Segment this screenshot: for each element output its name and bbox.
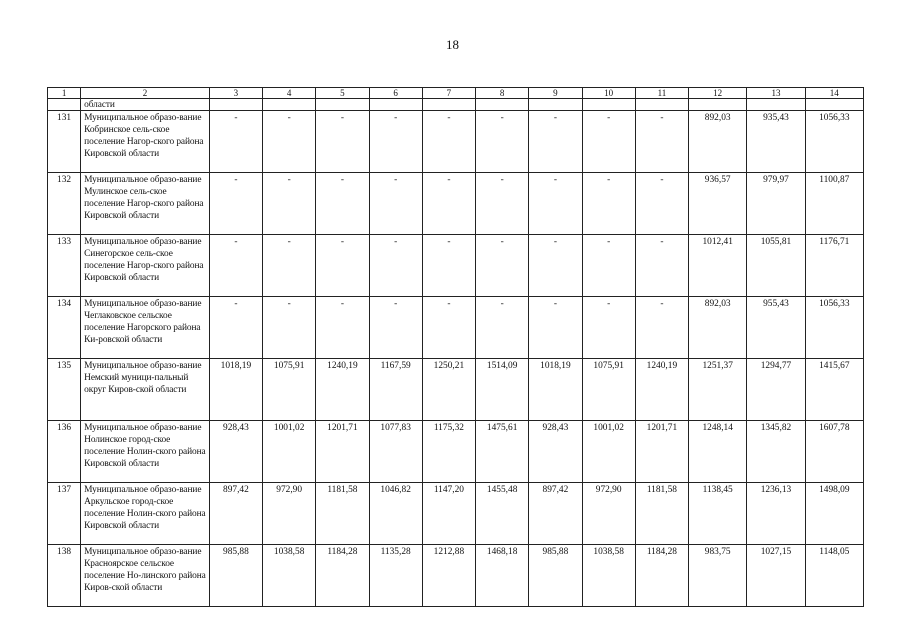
value-cell: - xyxy=(369,235,422,297)
value-cell: - xyxy=(529,111,582,173)
value-cell: 1147,20 xyxy=(422,483,475,545)
value-cell: - xyxy=(209,235,262,297)
value-cell: 1038,58 xyxy=(582,545,635,607)
value-cell: 1075,91 xyxy=(263,359,316,421)
cell-empty xyxy=(747,99,805,111)
value-cell: 985,88 xyxy=(529,545,582,607)
value-cell: - xyxy=(582,297,635,359)
table-row xyxy=(48,111,864,173)
value-cell: - xyxy=(209,173,262,235)
row-number: 132 xyxy=(48,173,81,235)
value-cell: - xyxy=(635,111,688,173)
value-cell: - xyxy=(422,111,475,173)
cell-empty xyxy=(369,99,422,111)
value-cell: - xyxy=(316,297,369,359)
value-cell: 1027,15 xyxy=(747,545,805,607)
row-number: 131 xyxy=(48,111,81,173)
value-cell: 935,43 xyxy=(747,111,805,173)
table-row xyxy=(48,297,864,359)
value-cell: - xyxy=(263,235,316,297)
cell-empty xyxy=(209,99,262,111)
value-cell: 1181,58 xyxy=(635,483,688,545)
value-cell: 1184,28 xyxy=(316,545,369,607)
value-cell: 1181,58 xyxy=(316,483,369,545)
header-cell: 1 xyxy=(48,88,81,99)
cell-empty xyxy=(529,99,582,111)
value-cell: 955,43 xyxy=(747,297,805,359)
header-cell: 11 xyxy=(635,88,688,99)
value-cell: 1294,77 xyxy=(747,359,805,421)
value-cell: 972,90 xyxy=(582,483,635,545)
table-row xyxy=(48,545,864,607)
value-cell: 928,43 xyxy=(209,421,262,483)
cell-empty xyxy=(316,99,369,111)
row-number: 134 xyxy=(48,297,81,359)
header-cell: 8 xyxy=(476,88,529,99)
value-cell: - xyxy=(369,297,422,359)
municipality-name: Муниципальное образо-вание Красноярское сельское поселение Но-линского района Киров-ской области xyxy=(81,545,210,607)
value-cell: 1212,88 xyxy=(422,545,475,607)
value-cell: 1018,19 xyxy=(529,359,582,421)
value-cell: - xyxy=(529,297,582,359)
table-row xyxy=(48,421,864,483)
table-row xyxy=(48,173,864,235)
cell-empty xyxy=(48,99,81,111)
value-cell: 936,57 xyxy=(689,173,747,235)
value-cell: 1248,14 xyxy=(689,421,747,483)
value-cell: - xyxy=(529,173,582,235)
value-cell: 1046,82 xyxy=(369,483,422,545)
value-cell: 1514,09 xyxy=(476,359,529,421)
header-cell: 13 xyxy=(747,88,805,99)
value-cell: - xyxy=(369,173,422,235)
value-cell: 1135,28 xyxy=(369,545,422,607)
page-number: 18 xyxy=(446,37,459,52)
value-cell: 1415,67 xyxy=(805,359,863,421)
value-cell: 1018,19 xyxy=(209,359,262,421)
value-cell: 1184,28 xyxy=(635,545,688,607)
cell-empty xyxy=(476,99,529,111)
header-cell: 3 xyxy=(209,88,262,99)
table-row xyxy=(48,359,864,421)
value-cell: 1607,78 xyxy=(805,421,863,483)
value-cell: - xyxy=(263,297,316,359)
municipality-name: Муниципальное образо-вание Синегорское сель-ское поселение Нагор-ского района Кировской области xyxy=(81,235,210,297)
municipality-name: Муниципальное образо-вание Нолинское город-ское поселение Нолин-ского района Кировской области xyxy=(81,421,210,483)
value-cell: 972,90 xyxy=(263,483,316,545)
value-cell: 1498,09 xyxy=(805,483,863,545)
value-cell: - xyxy=(582,235,635,297)
value-cell: - xyxy=(582,173,635,235)
value-cell: 1056,33 xyxy=(805,111,863,173)
header-cell: 5 xyxy=(316,88,369,99)
cell-empty xyxy=(689,99,747,111)
value-cell: 1056,33 xyxy=(805,297,863,359)
header-cell: 2 xyxy=(81,88,210,99)
continuation-row xyxy=(48,99,864,111)
value-cell: 1077,83 xyxy=(369,421,422,483)
row-number: 135 xyxy=(48,359,81,421)
value-cell: 1148,05 xyxy=(805,545,863,607)
value-cell: - xyxy=(263,111,316,173)
header-cell: 6 xyxy=(369,88,422,99)
header-cell: 12 xyxy=(689,88,747,99)
data-table xyxy=(47,87,864,607)
value-cell: - xyxy=(582,111,635,173)
row-number: 136 xyxy=(48,421,81,483)
value-cell: - xyxy=(635,173,688,235)
table-row xyxy=(48,483,864,545)
continuation-text: области xyxy=(81,99,210,111)
value-cell: - xyxy=(209,297,262,359)
value-cell: - xyxy=(529,235,582,297)
value-cell: 1176,71 xyxy=(805,235,863,297)
value-cell: 1167,59 xyxy=(369,359,422,421)
value-cell: 1075,91 xyxy=(582,359,635,421)
header-cell: 4 xyxy=(263,88,316,99)
header-cell: 9 xyxy=(529,88,582,99)
municipality-name: Муниципальное образо-вание Кобринское сель-ское поселение Нагор-ского района Кировской области xyxy=(81,111,210,173)
value-cell: - xyxy=(476,297,529,359)
value-cell: 985,88 xyxy=(209,545,262,607)
value-cell: 1201,71 xyxy=(635,421,688,483)
value-cell: 1038,58 xyxy=(263,545,316,607)
value-cell: 1250,21 xyxy=(422,359,475,421)
value-cell: - xyxy=(422,173,475,235)
table-header-row xyxy=(48,88,864,99)
municipality-name: Муниципальное образо-вание Чеглаковское сельское поселение Нагорского района Ки-ровской области xyxy=(81,297,210,359)
row-number: 138 xyxy=(48,545,81,607)
value-cell: 983,75 xyxy=(689,545,747,607)
municipality-name: Муниципальное образо-вание Аркульское город-ское поселение Нолин-ского района Кировской области xyxy=(81,483,210,545)
value-cell: 1455,48 xyxy=(476,483,529,545)
value-cell: 1175,32 xyxy=(422,421,475,483)
table-row xyxy=(48,235,864,297)
value-cell: - xyxy=(316,173,369,235)
value-cell: - xyxy=(635,235,688,297)
value-cell: 1240,19 xyxy=(316,359,369,421)
value-cell: 1468,18 xyxy=(476,545,529,607)
value-cell: - xyxy=(316,111,369,173)
value-cell: 897,42 xyxy=(529,483,582,545)
value-cell: - xyxy=(316,235,369,297)
value-cell: 1236,13 xyxy=(747,483,805,545)
cell-empty xyxy=(582,99,635,111)
cell-empty xyxy=(805,99,863,111)
value-cell: - xyxy=(263,173,316,235)
value-cell: - xyxy=(422,235,475,297)
value-cell: 892,03 xyxy=(689,297,747,359)
value-cell: 892,03 xyxy=(689,111,747,173)
header-cell: 10 xyxy=(582,88,635,99)
value-cell: 1001,02 xyxy=(263,421,316,483)
value-cell: - xyxy=(476,235,529,297)
value-cell: 1345,82 xyxy=(747,421,805,483)
municipality-name: Муниципальное образо-вание Мулинское сель-ское поселение Нагор-ского района Кировской области xyxy=(81,173,210,235)
value-cell: 1138,45 xyxy=(689,483,747,545)
value-cell: 979,97 xyxy=(747,173,805,235)
municipality-name: Муниципальное образо-вание Немский муници-пальный округ Киров-ской области xyxy=(81,359,210,421)
cell-empty xyxy=(263,99,316,111)
value-cell: 1001,02 xyxy=(582,421,635,483)
value-cell: 1055,81 xyxy=(747,235,805,297)
value-cell: - xyxy=(422,297,475,359)
value-cell: 1201,71 xyxy=(316,421,369,483)
value-cell: 897,42 xyxy=(209,483,262,545)
cell-empty xyxy=(422,99,475,111)
value-cell: 1100,87 xyxy=(805,173,863,235)
header-cell: 7 xyxy=(422,88,475,99)
value-cell: - xyxy=(209,111,262,173)
value-cell: 1012,41 xyxy=(689,235,747,297)
value-cell: 1251,37 xyxy=(689,359,747,421)
row-number: 133 xyxy=(48,235,81,297)
value-cell: 928,43 xyxy=(529,421,582,483)
value-cell: 1240,19 xyxy=(635,359,688,421)
value-cell: - xyxy=(369,111,422,173)
cell-empty xyxy=(635,99,688,111)
value-cell: - xyxy=(635,297,688,359)
value-cell: 1475,61 xyxy=(476,421,529,483)
value-cell: - xyxy=(476,173,529,235)
header-cell: 14 xyxy=(805,88,863,99)
row-number: 137 xyxy=(48,483,81,545)
value-cell: - xyxy=(476,111,529,173)
